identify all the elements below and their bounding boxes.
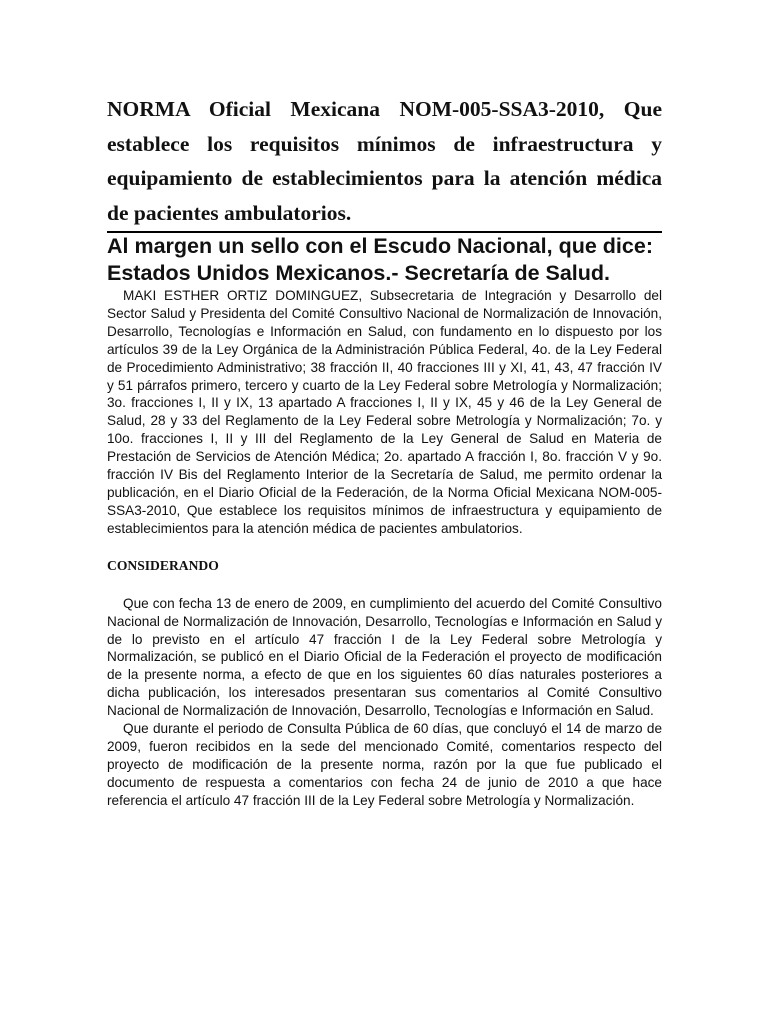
considerando-paragraph-2: Que durante el periodo de Consulta Pública de 60 días, que concluyó el 14 de marzo de 2009, fueron recibidos en la sede del mencionado Comité, comentarios respecto del proyecto de modificación de la presente norma, razón por la que fue publicado el documento de respuesta a comentarios con fecha 24 de junio de 2010 a que hace referencia el artículo 47 fracción III de la Ley Federal sobre Metrología y Normalización. [107,721,662,808]
document-title: NORMA Oficial Mexicana NOM-005-SSA3-2010, Que establece los requisitos mínimos de infraestructura y equipamiento de establecimientos para la atención médica de pacientes ambulatorios. [107,92,662,233]
seal-heading: Al margen un sello con el Escudo Nacional, que dice: Estados Unidos Mexicanos.- Secretaría de Salud. [107,234,653,285]
section-heading-considerando: CONSIDERANDO [107,557,219,573]
considerando-paragraph-1: Que con fecha 13 de enero de 2009, en cumplimiento del acuerdo del Comité Consultivo Nacional de Normalización de Innovación, Desarrollo, Tecnologías e Información en Salud y de lo previsto en el artículo 47 fracción I de la Ley Federal sobre Metrología y Normalización, se publicó en el Diario Oficial de la Federación el proyecto de modificación de la presente norma, a efecto de que en los siguientes 60 días naturales posteriores a dicha publicación, los interesados presentaran sus comentarios al Comité Consultivo Nacional de Normalización de Innovación, Desarrollo, Tecnologías e Información en Salud. [107,595,662,719]
intro-paragraph: MAKI ESTHER ORTIZ DOMINGUEZ, Subsecretaria de Integración y Desarrollo del Sector Salud y Presidenta del Comité Consultivo Nacional de Normalización de Innovación, Desarrollo, Tecnologías e Información en Salud, con fundamento en lo dispuesto por los artículos 39 de la Ley Orgánica de la Administración Pública Federal, 4o. de la Ley Federal de Procedimiento Administrativo; 38 fracción II, 40 fracciones III y XI, 41, 43, 47 fracción IV y 51 párrafos primero, tercero y cuarto de la Ley Federal sobre Metrología y Normalización; 3o. fracciones I, II y IX, 13 apartado A fracciones I, II y IX, 45 y 46 de la Ley General de Salud, 28 y 33 del Reglamento de la Ley Federal sobre Metrología y Normalización; 7o. y 10o. fracciones I, II y III del Reglamento de la Ley General de Salud en Materia de Prestación de Servicios de Atención Médica; 2o. apartado A fracción I, 8o. fracción V y 9o. fracción IV Bis del Reglamento Interior de la Secretaría de Salud, me permito ordenar la publicación, en el Diario Oficial de la Federación, de la Norma Oficial Mexicana NOM-005-SSA3-2010, Que establece los requisitos mínimos de infraestructura y equipamiento de establecimientos para la atención médica de pacientes ambulatorios. [107,288,662,536]
document-page [107,92,662,810]
